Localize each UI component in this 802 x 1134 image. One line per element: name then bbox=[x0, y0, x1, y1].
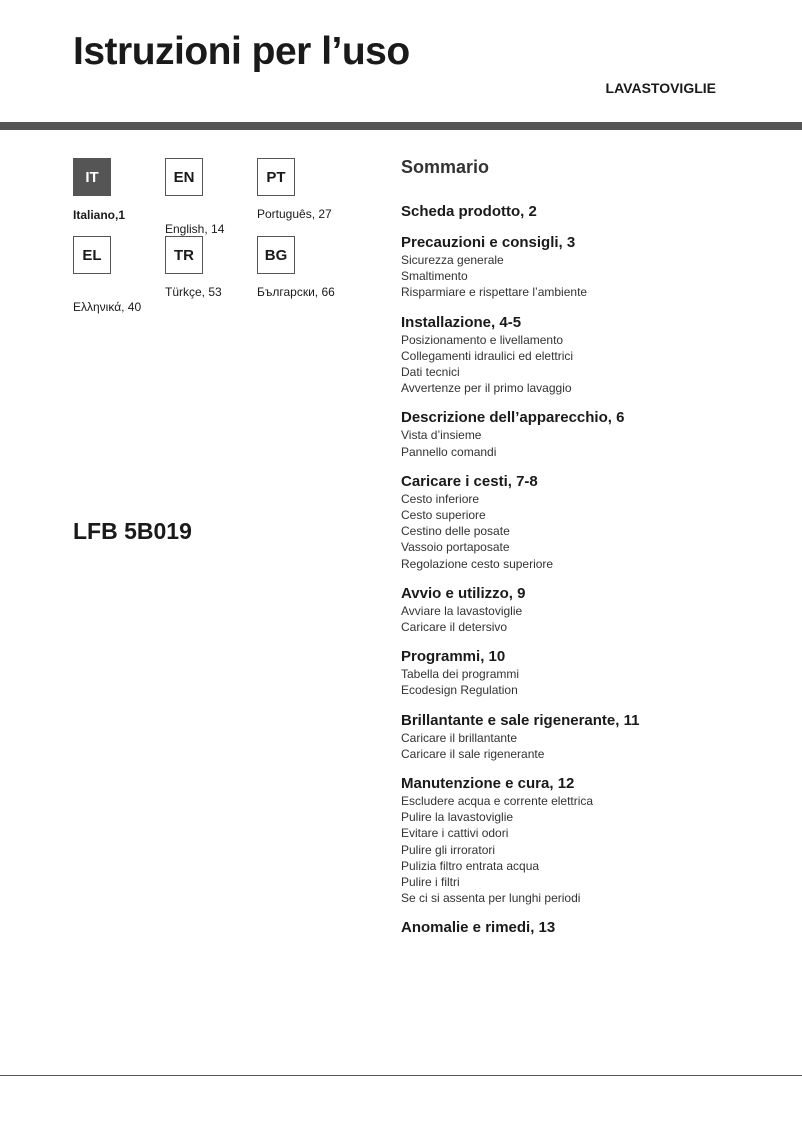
language-box-tr[interactable]: TR bbox=[165, 236, 203, 274]
toc-item[interactable]: Pulire gli irroratori bbox=[401, 842, 496, 857]
model-number: LFB 5B019 bbox=[73, 518, 192, 544]
toc-section-title[interactable]: Scheda prodotto, 2 bbox=[401, 203, 537, 220]
language-label-tr[interactable]: Türkçe, 53 bbox=[165, 285, 222, 299]
toc-heading: Sommario bbox=[401, 157, 490, 177]
toc-item[interactable]: Cesto inferiore bbox=[401, 491, 480, 506]
toc-item[interactable]: Cestino delle posate bbox=[401, 524, 510, 539]
toc-item[interactable]: Smaltimento bbox=[401, 269, 468, 284]
toc-item[interactable]: Se ci si assenta per lunghi periodi bbox=[401, 891, 581, 906]
toc-item[interactable]: Evitare i cattivi odori bbox=[401, 826, 509, 841]
toc-item[interactable]: Tabella dei programmi bbox=[401, 667, 520, 682]
toc-section-title[interactable]: Precauzioni e consigli, 3 bbox=[401, 234, 576, 251]
toc-section-title[interactable]: Programmi, 10 bbox=[401, 648, 506, 666]
toc-item[interactable]: Pannello comandi bbox=[401, 444, 497, 459]
toc-section-title[interactable]: Manutenzione e cura, 12 bbox=[401, 775, 575, 793]
toc-item[interactable]: Pulire i filtri bbox=[401, 875, 460, 890]
language-box-el[interactable]: EL bbox=[73, 236, 111, 274]
toc-section-title[interactable]: Brillantante e sale rigenerante, 11 bbox=[401, 711, 640, 729]
toc-section-title[interactable]: Caricare i cesti, 7-8 bbox=[401, 472, 538, 490]
toc-item[interactable]: Caricare il brillantante bbox=[401, 730, 518, 745]
toc-section bbox=[401, 202, 781, 221]
toc-item[interactable]: Risparmiare e rispettare l’ambiente bbox=[401, 285, 588, 300]
footer-divider bbox=[0, 1075, 802, 1076]
toc-section-title[interactable]: Installazione, 4-5 bbox=[401, 313, 522, 331]
toc-item[interactable]: Escludere acqua e corrente elettrica bbox=[401, 794, 594, 809]
toc-item[interactable]: Dati tecnici bbox=[401, 365, 460, 380]
toc-section bbox=[401, 313, 781, 397]
appliance-type: LAVASTOVIGLIE bbox=[605, 80, 716, 96]
toc-item[interactable]: Vista d’insieme bbox=[401, 428, 482, 443]
toc-item[interactable]: Sicurezza generale bbox=[401, 253, 504, 267]
toc-item[interactable]: Cesto superiore bbox=[401, 508, 486, 523]
toc-section bbox=[401, 472, 781, 572]
toc-section bbox=[401, 711, 781, 762]
document-title: Istruzioni per l’uso bbox=[73, 30, 410, 73]
toc-section bbox=[401, 647, 781, 698]
toc-item[interactable]: Pulizia filtro entrata acqua bbox=[401, 858, 540, 873]
language-label-pt[interactable]: Português, 27 bbox=[257, 207, 332, 221]
toc-item[interactable]: Avviare la lavastoviglie bbox=[401, 603, 523, 618]
language-box-en[interactable]: EN bbox=[165, 158, 203, 196]
toc-section bbox=[401, 408, 781, 459]
toc-section-title[interactable]: Descrizione dell’apparecchio, 6 bbox=[401, 409, 625, 427]
table-of-contents bbox=[401, 156, 781, 949]
language-label-en[interactable]: English, 14 bbox=[165, 222, 225, 236]
header-divider bbox=[0, 122, 802, 130]
language-box-bg[interactable]: BG bbox=[257, 236, 295, 274]
toc-item[interactable]: Caricare il sale rigenerante bbox=[401, 746, 545, 761]
toc-item[interactable]: Vassoio portaposate bbox=[401, 540, 510, 555]
language-label-bg[interactable]: Български, 66 bbox=[257, 285, 335, 299]
language-label-el[interactable]: Ελληνικά, 40 bbox=[73, 300, 142, 314]
toc-section bbox=[401, 584, 781, 635]
toc-item[interactable]: Caricare il detersivo bbox=[401, 620, 508, 635]
language-label-it[interactable]: Italiano,1 bbox=[73, 208, 126, 222]
toc-item[interactable]: Posizionamento e livellamento bbox=[401, 332, 564, 347]
toc-section bbox=[401, 233, 781, 301]
toc-section-title[interactable]: Anomalie e rimedi, 13 bbox=[401, 919, 556, 937]
toc-section bbox=[401, 774, 781, 906]
toc-item[interactable]: Avvertenze per il primo lavaggio bbox=[401, 381, 572, 396]
language-box-pt[interactable]: PT bbox=[257, 158, 295, 196]
toc-item[interactable]: Ecodesign Regulation bbox=[401, 683, 518, 698]
toc-item[interactable]: Pulire la lavastoviglie bbox=[401, 810, 514, 825]
language-box-it[interactable]: IT bbox=[73, 158, 111, 196]
toc-item[interactable]: Collegamenti idraulici ed elettrici bbox=[401, 348, 574, 363]
toc-section bbox=[401, 918, 781, 937]
toc-item[interactable]: Regolazione cesto superiore bbox=[401, 556, 554, 571]
toc-section-title[interactable]: Avvio e utilizzo, 9 bbox=[401, 584, 526, 602]
